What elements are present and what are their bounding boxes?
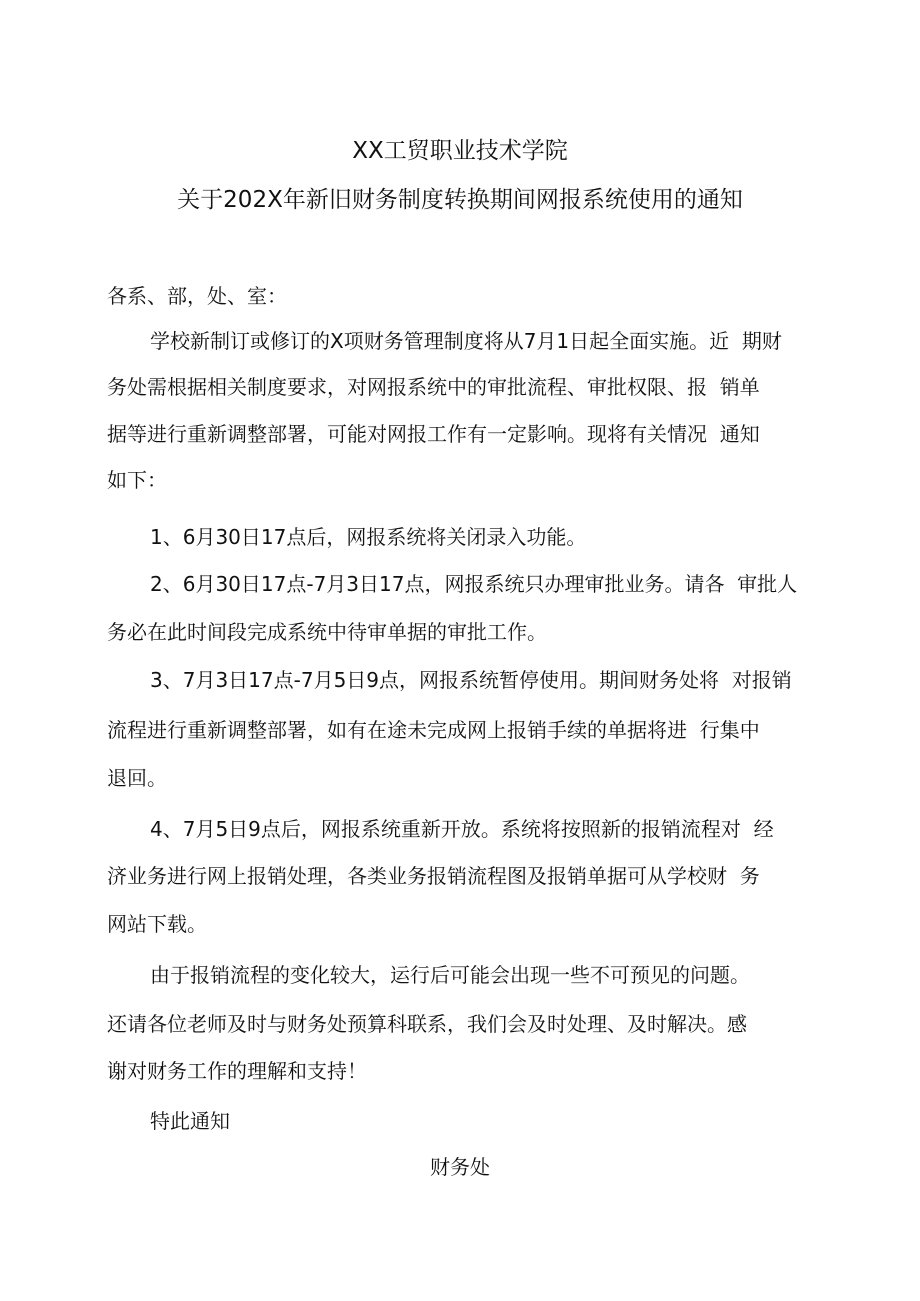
paragraph-4-line-1: 3、7月3日17点-7月5日9点，网报系统暂停使用。期间财务处将 对报销 [150,668,792,692]
paragraph-4-line-2: 流程进行重新调整部署，如有在途未完成网上报销手续的单据将进 行集中 [107,718,760,742]
paragraph-6-line-3: 谢对财务工作的理解和支持！ [107,1059,367,1083]
salutation: 各系、部，处、室： [107,284,287,308]
paragraph-5-line-3: 网站下载。 [107,912,207,936]
signature: 财务处 [430,1155,490,1179]
school-name: XX工贸职业技术学院 [352,138,568,164]
notice-title: 关于202X年新旧财务制度转换期间网报系统使用的通知 [177,187,743,213]
paragraph-3-line-1: 2、6月30日17点-7月3日17点，网报系统只办理审批业务。请各 审批人 [150,572,798,596]
paragraph-6-line-2: 还请各位老师及时与财务处预算科联系，我们会及时处理、及时解决。感 [107,1012,747,1036]
paragraph-5-line-1: 4、7月5日9点后，网报系统重新开放。系统将按照新的报销流程对 经 [150,817,774,841]
paragraph-5-line-2: 济业务进行网上报销处理，各类业务报销流程图及报销单据可从学校财 务 [107,864,760,888]
paragraph-4-line-3: 退回。 [107,766,167,790]
paragraph-1-line-2: 务处需根据相关制度要求，对网报系统中的审批流程、审批权限、报 销单 [107,375,760,399]
paragraph-3-line-2: 务必在此时间段完成系统中待审单据的审批工作。 [107,620,547,644]
closing: 特此通知 [150,1109,230,1133]
paragraph-1-line-1: 学校新制订或修订的X项财务管理制度将从7月1日起全面实施。近 期财 [150,329,782,353]
paragraph-1-line-4: 如下： [107,468,167,492]
paragraph-6-line-1: 由于报销流程的变化较大，运行后可能会出现一些不可预见的问题。 [150,963,750,987]
paragraph-2-line-1: 1、6月30日17点后，网报系统将关闭录入功能。 [150,525,587,549]
paragraph-1-line-3: 据等进行重新调整部署，可能对网报工作有一定影响。现将有关情况 通知 [107,422,760,446]
